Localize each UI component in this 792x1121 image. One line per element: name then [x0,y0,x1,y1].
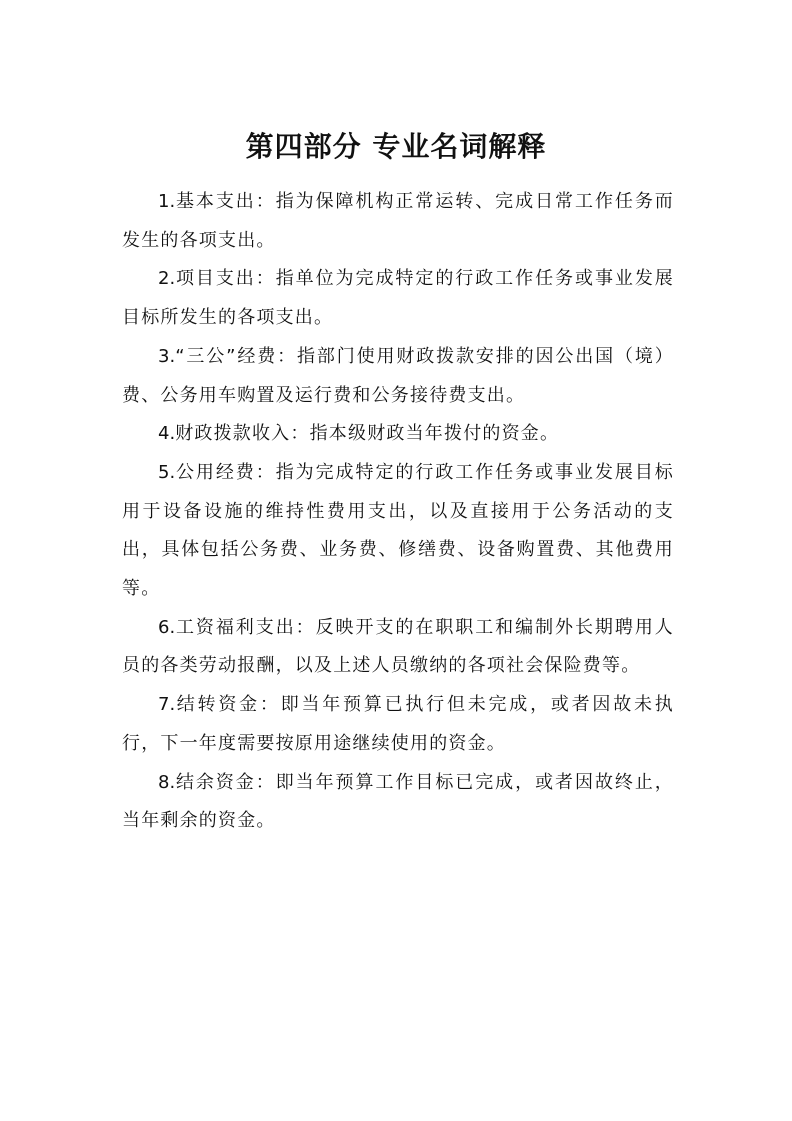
glossary-item-5 [122,454,674,609]
item-number: 2. [158,268,176,290]
item-definition: 指为保障机构正常运转、完成日常工作任务而发生的各项支出。 [122,191,674,251]
item-definition: 反映开支的在职职工和编制外长期聘用人员的各类劳动报酬，以及上述人员缴纳的各项社会保险费等。 [122,616,674,677]
item-number: 6. [158,616,176,638]
item-definition: 即当年预算已执行但未完成，或者因故未执行，下一年度需要按原用途继续使用的资金。 [122,694,674,754]
glossary-item-3 [122,338,674,415]
item-term: 结转资金： [175,694,281,716]
item-term: 工资福利支出： [175,616,316,638]
item-term: 结余资金： [175,771,276,793]
item-term: 项目支出： [175,268,276,290]
item-definition: 指部门使用财政拨款安排的因公出国（境）费、公务用车购置及运行费和公务接待费支出。 [122,345,674,406]
item-number: 4. [158,423,176,445]
glossary-item-7 [122,686,674,763]
page-title: 第四部分 专业名词解释 [245,130,547,163]
item-term: 财政拨款收入： [175,423,310,445]
item-definition: 指本级财政当年拨付的资金。 [309,423,560,445]
item-number: 5. [158,461,176,483]
item-number: 7. [158,694,176,716]
item-definition: 指为完成特定的行政工作任务或事业发展目标用于设备设施的维持性费用支出，以及直接用于公务活动的支出，具体包括公务费、业务费、修缮费、设备购置费、其他费用等。 [122,461,674,600]
item-number: 1. [158,191,176,212]
item-definition: 即当年预算工作目标已完成，或者因故终止，当年剩余的资金。 [122,771,674,832]
glossary-item-2 [122,260,674,337]
glossary-item-6 [122,609,674,686]
item-definition: 指单位为完成特定的行政工作任务或事业发展目标所发生的各项支出。 [122,268,674,329]
item-number: 3. [158,345,176,367]
item-term: 公用经费： [175,461,276,483]
glossary-item-8 [122,764,674,841]
glossary-item-4 [122,415,674,454]
item-number: 8. [158,771,176,793]
glossary-list [122,183,674,841]
glossary-item-1 [122,183,674,260]
item-term: “三公”经费： [175,345,297,367]
item-term: 基本支出： [175,191,276,212]
